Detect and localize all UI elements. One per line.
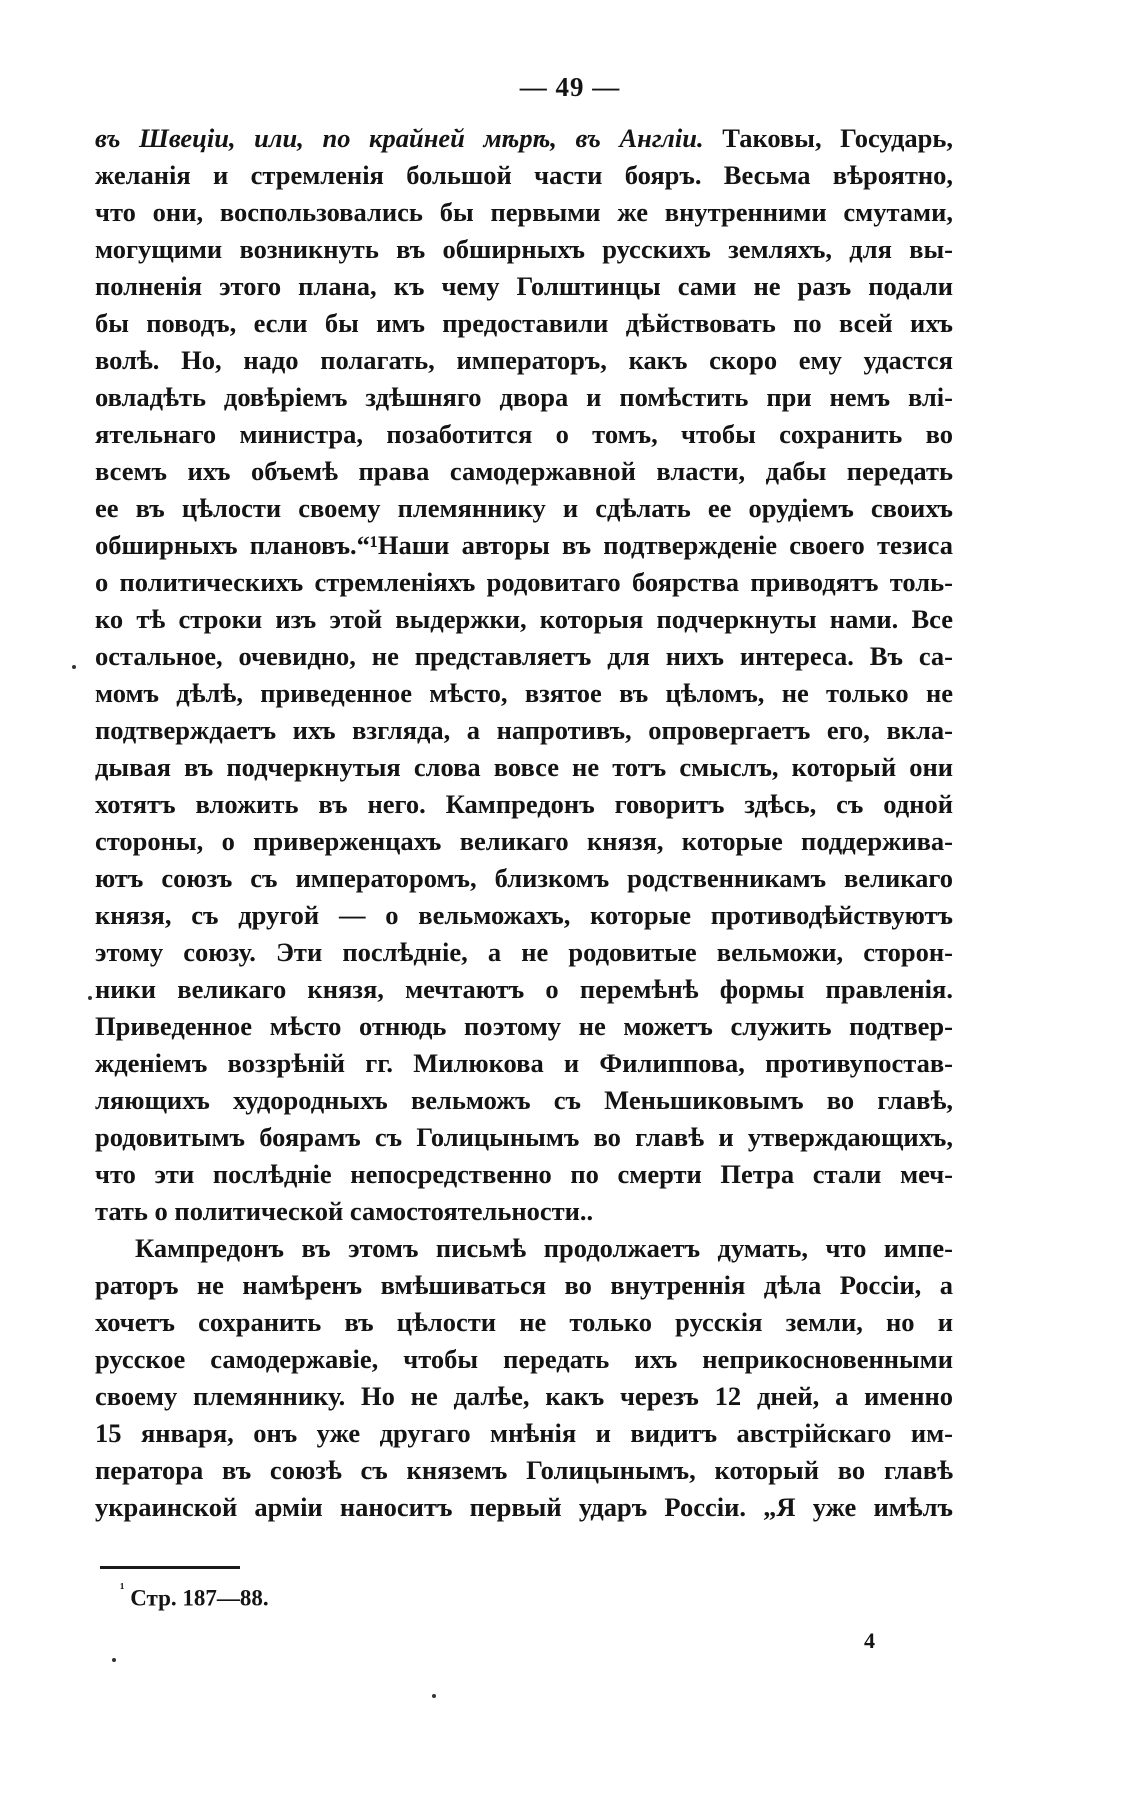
text-line xyxy=(95,1008,953,1045)
page-number: — 49 — xyxy=(519,72,621,102)
line-text: ятельнаго министра, позаботится о томъ, чтобы сохранить во xyxy=(95,419,953,449)
text-line xyxy=(95,120,953,157)
footnote xyxy=(120,1581,269,1612)
text-line xyxy=(95,971,953,1008)
text-line xyxy=(95,305,953,342)
line-text: остальное, очевидно, не представляетъ для нихъ интереса. Въ са- xyxy=(95,641,953,671)
text-line xyxy=(95,1045,953,1082)
text-line xyxy=(95,342,953,379)
line-text: момъ дѣлѣ, приведенное мѣсто, взятое въ цѣломъ, не только не xyxy=(95,678,953,708)
line-text: желанія и стремленія большой части бояръ. Весьма вѣроятно, xyxy=(95,160,953,190)
text-line xyxy=(95,416,953,453)
text-line xyxy=(95,675,953,712)
text-line xyxy=(95,601,953,638)
text-line xyxy=(95,564,953,601)
text-line xyxy=(95,231,953,268)
text-line xyxy=(95,712,953,749)
text-line xyxy=(95,749,953,786)
line-text: обширныхъ плановъ.“¹Наши авторы въ подтвержденіе своего тезиса xyxy=(95,530,953,560)
text-line xyxy=(95,268,953,305)
italic-text: въ Швеціи, или, по крайней мѣрѣ, въ Англіи. xyxy=(95,123,704,153)
text-line xyxy=(95,490,953,527)
line-text: что они, воспользовались бы первыми же внутренними смутами, xyxy=(95,197,953,227)
footnote-rule xyxy=(100,1566,240,1569)
line-text: о политическихъ стремленіяхъ родовитаго боярства приводятъ толь- xyxy=(95,567,953,597)
line-text: полненія этого плана, къ чему Голштинцы сами не разъ подали xyxy=(95,271,953,301)
line-text: ко тѣ строки изъ этой выдержки, которыя подчеркнуты нами. Все xyxy=(95,604,953,634)
line-text: волѣ. Но, надо полагать, императоръ, какъ скоро ему удастся xyxy=(95,345,953,375)
text-line xyxy=(95,934,953,971)
line-text: украинской арміи наноситъ первый ударъ Россіи. „Я уже имѣлъ xyxy=(95,1492,953,1522)
text-line xyxy=(95,1156,953,1193)
text-line xyxy=(95,194,953,231)
body-text xyxy=(95,120,953,1526)
line-text: хочетъ сохранить въ цѣлости не только русскія земли, но и xyxy=(95,1307,953,1337)
text-line xyxy=(95,1415,953,1452)
line-text: князя, съ другой — о вельможахъ, которые противодѣйствуютъ xyxy=(95,900,953,930)
text-line xyxy=(95,379,953,416)
footnote-text: Стр. 187—88. xyxy=(130,1585,269,1611)
line-text: Таковы, Государь, xyxy=(703,123,953,153)
footnote-mark: ¹ xyxy=(120,1581,125,1597)
print-speck xyxy=(432,1694,436,1698)
text-line xyxy=(95,157,953,194)
text-line xyxy=(95,823,953,860)
line-text: Приведенное мѣсто отнюдь поэтому не можетъ служить подтвер- xyxy=(95,1011,953,1041)
line-text: своему племяннику. Но не далѣе, какъ черезъ 12 дней, а именно xyxy=(95,1381,953,1411)
line-text: овладѣть довѣріемъ здѣшняго двора и помѣстить при немъ влі- xyxy=(95,382,953,412)
line-text: ляющихъ худородныхъ вельможъ съ Меньшиковымъ во главѣ, xyxy=(95,1085,953,1115)
text-line xyxy=(95,527,953,564)
text-line xyxy=(95,453,953,490)
line-text: родовитымъ боярамъ съ Голицынымъ во главѣ и утверждающихъ, xyxy=(95,1122,953,1152)
line-text: дывая въ подчеркнутыя слова вовсе не тотъ смыслъ, который они xyxy=(95,752,953,782)
text-line xyxy=(95,860,953,897)
print-speck xyxy=(72,665,76,669)
line-text: хотятъ вложить въ него. Кампредонъ говоритъ здѣсь, съ одной xyxy=(95,789,953,819)
line-text: ператора въ союзѣ съ княземъ Голицынымъ, который во главѣ xyxy=(95,1455,953,1485)
text-line xyxy=(95,1378,953,1415)
print-speck xyxy=(112,1658,116,1662)
text-line xyxy=(95,1452,953,1489)
line-text: Кампредонъ въ этомъ письмѣ продолжаетъ думать, что импе- xyxy=(135,1233,953,1263)
line-text: ее въ цѣлости своему племяннику и сдѣлать ее орудіемъ своихъ xyxy=(95,493,953,523)
text-line xyxy=(95,786,953,823)
line-text: стороны, о приверженцахъ великаго князя, которые поддержива- xyxy=(95,826,953,856)
text-line xyxy=(95,1341,953,1378)
line-text: раторъ не намѣренъ вмѣшиваться во внутреннія дѣла Россіи, а xyxy=(95,1270,953,1300)
line-text: 15 января, онъ уже другаго мнѣнія и видитъ австрійскаго им- xyxy=(95,1418,953,1448)
line-text: ютъ союзъ съ императоромъ, близкомъ родственникамъ великаго xyxy=(95,863,953,893)
text-line xyxy=(95,1119,953,1156)
line-text: подтверждаетъ ихъ взгляда, а напротивъ, опровергаетъ его, вкла- xyxy=(95,715,953,745)
line-text: всемъ ихъ объемѣ права самодержавной власти, дабы передать xyxy=(95,456,953,486)
line-text: что эти послѣдніе непосредственно по смерти Петра стали меч- xyxy=(95,1159,953,1189)
text-line xyxy=(95,1489,953,1526)
text-line xyxy=(95,1304,953,1341)
line-text: бы поводъ, если бы имъ предоставили дѣйствовать по всей ихъ xyxy=(95,308,953,338)
text-line xyxy=(95,1230,953,1267)
text-line xyxy=(95,1193,953,1230)
line-text: могущими возникнуть въ обширныхъ русскихъ земляхъ, для вы- xyxy=(95,234,953,264)
line-text: тать о политической самостоятельности.. xyxy=(95,1196,594,1226)
text-line xyxy=(95,1267,953,1304)
text-line xyxy=(95,897,953,934)
line-text: жденіемъ воззрѣній гг. Милюкова и Филиппова, противупостав- xyxy=(95,1048,953,1078)
line-text: русское самодержавіе, чтобы передать ихъ неприкосновенными xyxy=(95,1344,953,1374)
signature-mark: 4 xyxy=(864,1628,875,1653)
line-text: этому союзу. Эти послѣдніе, а не родовитые вельможи, сторон- xyxy=(95,937,953,967)
line-text: ники великаго князя, мечтаютъ о перемѣнѣ формы правленія. xyxy=(95,974,953,1004)
print-speck xyxy=(88,996,92,1000)
text-line xyxy=(95,638,953,675)
text-line xyxy=(95,1082,953,1119)
